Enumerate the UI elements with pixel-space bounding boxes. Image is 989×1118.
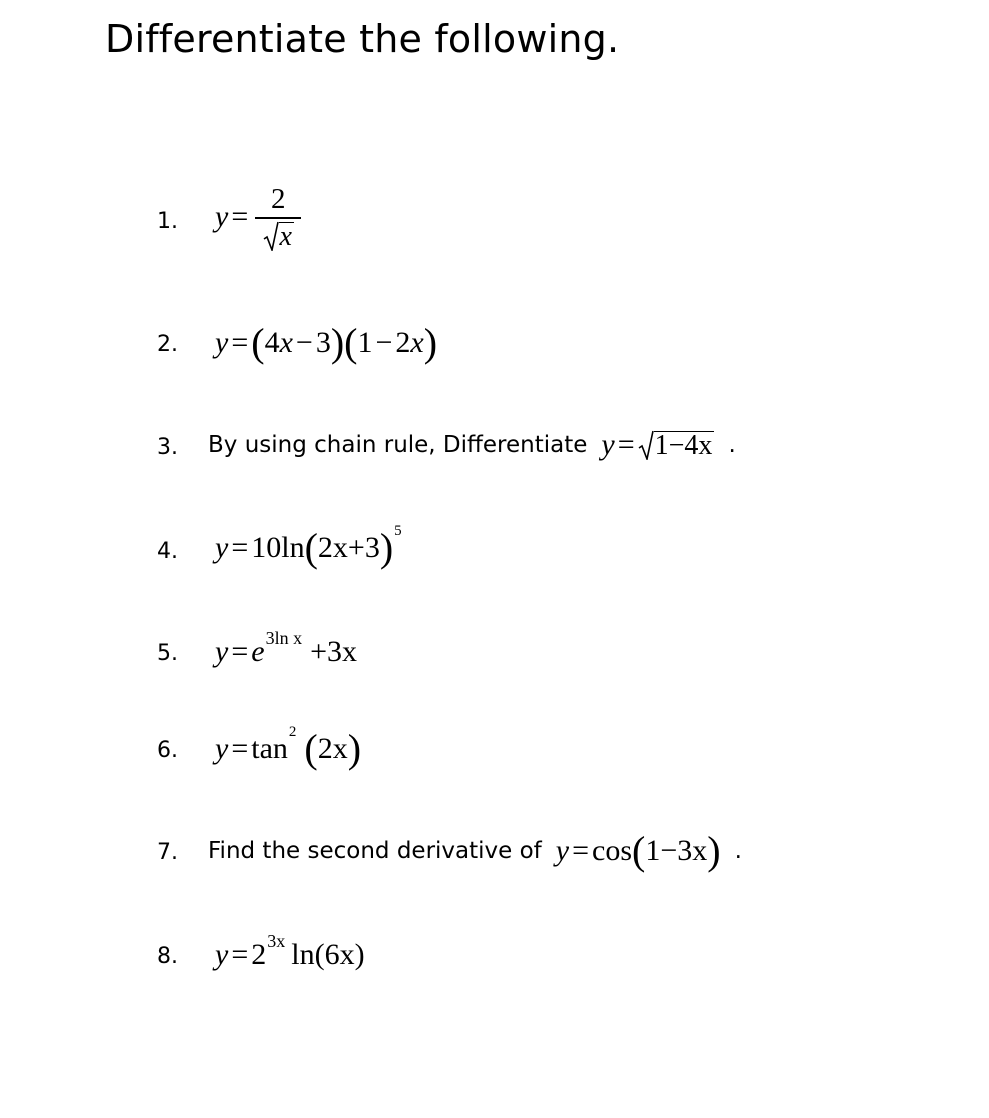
- exponent: 3x: [267, 931, 286, 951]
- exponent: 3ln x: [265, 628, 303, 648]
- inner-expression: 6x: [324, 938, 355, 971]
- constant: 1: [357, 326, 373, 359]
- equals-sign: =: [231, 635, 249, 668]
- radical-sign-icon: [638, 430, 654, 460]
- question-number: 3.: [157, 435, 178, 460]
- question-number: 8.: [157, 944, 178, 969]
- close-paren: ): [330, 320, 345, 365]
- function-name: ln: [281, 531, 305, 564]
- question-5-expression: [215, 628, 358, 670]
- fraction: [255, 183, 301, 251]
- question-number: 4.: [157, 539, 178, 564]
- radical-sign-icon: [263, 221, 279, 251]
- radicand: x: [279, 220, 292, 252]
- period: .: [734, 838, 742, 864]
- exponent: 2: [288, 724, 297, 740]
- variable-y: y: [215, 531, 229, 564]
- function-name: ln: [291, 938, 315, 971]
- denominator: [263, 219, 294, 251]
- variable-y: y: [215, 326, 229, 359]
- close-paren: ): [354, 938, 365, 971]
- constant: 3: [315, 326, 331, 359]
- variable-y: y: [215, 635, 229, 668]
- variable-y: y: [215, 199, 229, 233]
- close-paren: ): [423, 320, 438, 365]
- coefficient: 2: [395, 326, 411, 359]
- open-paren: (: [304, 525, 318, 570]
- variable-y: y: [555, 834, 570, 867]
- open-paren: (: [632, 828, 646, 873]
- question-prose: By using chain rule, Differentiate: [208, 432, 588, 458]
- question-number: 1.: [157, 209, 178, 234]
- variable-x: x: [410, 326, 424, 359]
- variable-y: y: [215, 938, 229, 971]
- period: .: [728, 432, 736, 458]
- question-prose: Find the second derivative of: [208, 838, 542, 864]
- square-root: [638, 430, 715, 460]
- base-e: e: [251, 635, 265, 668]
- question-number: 6.: [157, 738, 178, 763]
- question-number: 2.: [157, 332, 178, 357]
- question-8-expression: [215, 931, 365, 973]
- question-2-expression: [215, 320, 438, 365]
- minus-sign: −: [375, 326, 393, 359]
- question-number: 5.: [157, 641, 178, 666]
- open-paren: (: [314, 938, 325, 971]
- square-root: [263, 221, 294, 251]
- question-number: 7.: [157, 840, 178, 865]
- numerator: 2: [271, 183, 286, 215]
- close-paren: ): [379, 525, 394, 570]
- exponent: 5: [394, 523, 402, 539]
- inner-expression: 2x: [317, 732, 348, 765]
- question-3-expression: [208, 427, 736, 463]
- function-name: cos: [592, 834, 633, 867]
- question-7-expression: [208, 828, 742, 873]
- tail-term: +3x: [310, 635, 358, 668]
- open-paren: (: [344, 320, 358, 365]
- open-paren: (: [304, 726, 318, 771]
- close-paren: ): [707, 828, 721, 873]
- function-name: tan: [251, 732, 288, 765]
- open-paren: (: [251, 320, 265, 365]
- equals-sign: =: [617, 428, 635, 461]
- equals-sign: =: [231, 732, 249, 765]
- question-4-expression: [215, 523, 402, 570]
- coefficient: 10: [251, 531, 282, 564]
- equals-sign: =: [231, 531, 249, 564]
- coefficient: 4: [264, 326, 280, 359]
- variable-x: x: [279, 326, 293, 359]
- minus-sign: −: [295, 326, 313, 359]
- close-paren: ): [347, 726, 362, 771]
- equals-sign: =: [231, 938, 249, 971]
- variable-y: y: [601, 428, 615, 461]
- radicand: 1−4x: [654, 430, 713, 461]
- base: 2: [251, 938, 267, 971]
- equals-sign: =: [572, 834, 590, 867]
- inner-expression: 2x+3: [317, 531, 380, 564]
- question-6-expression: [215, 724, 362, 771]
- inner-expression: 1−3x: [645, 834, 708, 867]
- variable-y: y: [215, 732, 229, 765]
- page-title: Differentiate the following.: [105, 17, 620, 61]
- equals-sign: =: [231, 199, 249, 233]
- question-1-expression: [215, 183, 301, 251]
- equals-sign: =: [231, 326, 249, 359]
